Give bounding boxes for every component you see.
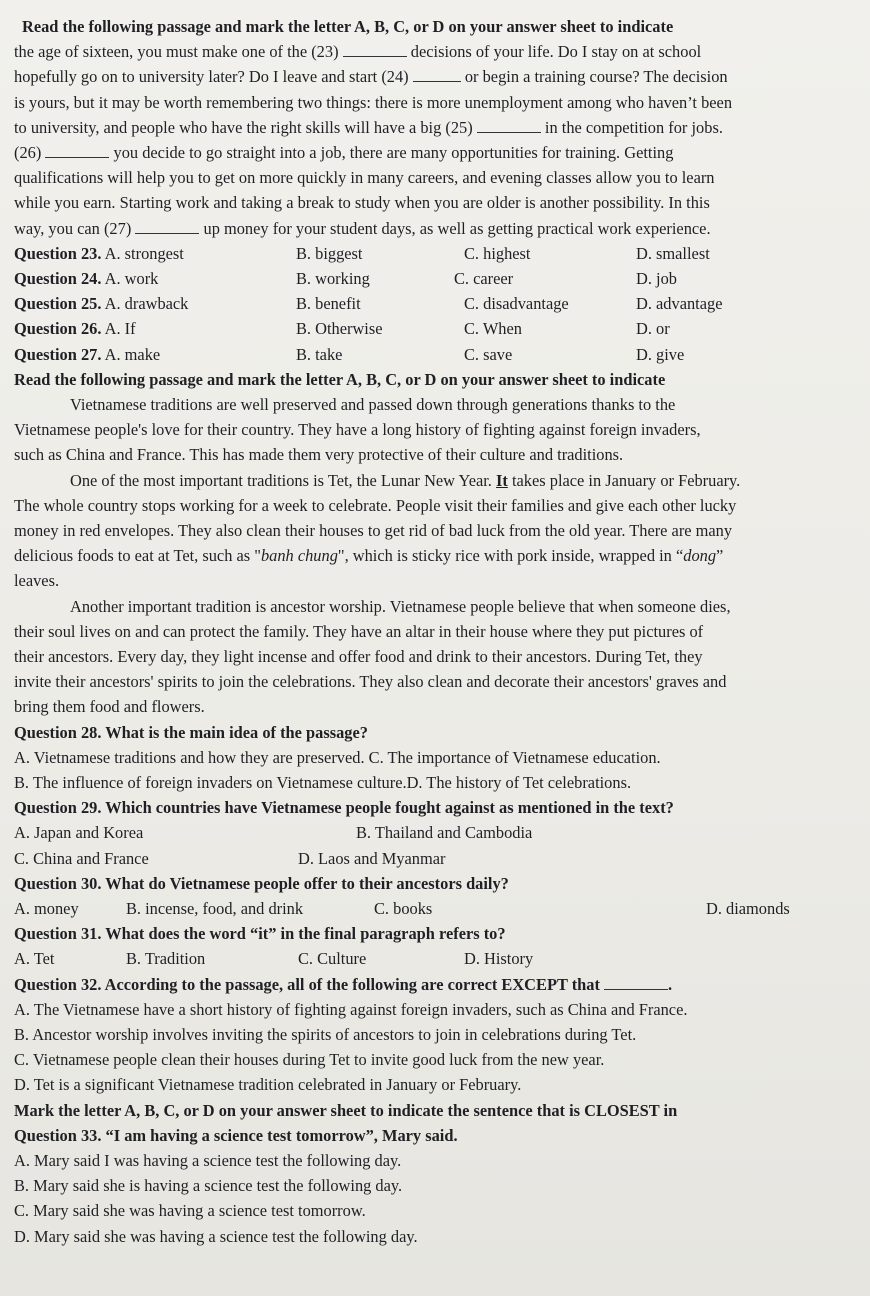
passage2-line: their soul lives on and can protect the family. They have an altar in their house where they put pictures of	[14, 621, 704, 641]
passage1-line: the age of sixteen, you must make one of the (23) decisions of your life. Do I stay on at school	[14, 42, 702, 62]
blank-27	[135, 219, 199, 234]
option-c[interactable]: C. Culture	[298, 949, 367, 969]
option-b[interactable]: B. Tradition	[126, 949, 206, 969]
option-a[interactable]: A. The Vietnamese have a short history of fighting against foreign invaders, such as China and France.	[14, 999, 688, 1019]
question-23: Question 23. A. strongest B. biggest C. highest D. smallest	[14, 241, 852, 266]
passage1-line: (26) you decide to go straight into a job, there are many opportunities for training. Getting	[14, 143, 674, 163]
passage2-line: Vietnamese traditions are well preserved and passed down through generations thanks to the	[70, 394, 676, 414]
option-d[interactable]: D. give	[636, 344, 685, 364]
question-25: Question 25. A. drawback B. benefit C. disadvantage D. advantage	[14, 291, 852, 316]
option-a[interactable]: A. money	[14, 899, 79, 918]
passage2-line: One of the most important traditions is Tet, the Lunar New Year. It takes place in January or February.	[70, 470, 741, 490]
part2-instruction: Read the following passage and mark the letter A, B, C, or D on your answer sheet to indicate	[14, 369, 666, 389]
option-d[interactable]: D. job	[636, 269, 677, 289]
option-a[interactable]: A. Japan and Korea	[14, 823, 144, 843]
option-a[interactable]: A. Tet	[14, 949, 55, 969]
option-b[interactable]: B. biggest	[296, 243, 363, 263]
option-c[interactable]: C. highest	[464, 243, 531, 263]
question-26: Question 26. A. If B. Otherwise C. When D. or	[14, 316, 852, 341]
question-29-stem: Question 29. Which countries have Vietnamese people fought against as mentioned in the text?	[14, 798, 674, 818]
option-d[interactable]: D. Mary said she was having a science test the following day.	[14, 1226, 418, 1246]
passage2-line: Vietnamese people's love for their country. They have a long history of fighting against foreign invaders,	[14, 420, 701, 440]
option-c[interactable]: C. Vietnamese people clean their houses during Tet to invite good luck from the new year.	[14, 1050, 605, 1070]
option-b[interactable]: B. incense, food, and drink	[126, 899, 304, 918]
passage1-line: way, you can (27) up money for your student days, as well as getting practical work experience.	[14, 218, 711, 238]
passage2-line: leaves.	[14, 571, 60, 591]
passage2-line: Another important tradition is ancestor worship. Vietnamese people believe that when someone dies,	[70, 596, 731, 616]
option-d[interactable]: D. advantage	[636, 294, 723, 314]
option-b[interactable]: B. Thailand and Cambodia	[356, 823, 533, 843]
option-c[interactable]: C. career	[454, 269, 514, 289]
option-d[interactable]: D. diamonds	[706, 899, 790, 918]
option-d[interactable]: D. Laos and Myanmar	[298, 848, 446, 868]
question-30-options	[14, 896, 852, 921]
blank-32	[604, 975, 668, 990]
option-d[interactable]: D. History	[464, 949, 534, 969]
blank-24	[413, 67, 461, 82]
passage2-line: such as China and France. This has made them very protective of their culture and traditions.	[14, 445, 624, 465]
blank-25	[477, 118, 541, 133]
option-b[interactable]: B. Ancestor worship involves inviting the spirits of ancestors to join in celebrations during Tet.	[14, 1024, 637, 1044]
passage2-line: bring them food and flowers.	[14, 697, 205, 717]
question-33-stem: Question 33. “I am having a science test tomorrow”, Mary said.	[14, 1125, 458, 1145]
blank-26	[45, 143, 109, 158]
part1-instruction: Read the following passage and mark the letter A, B, C, or D on your answer sheet to indicate	[22, 17, 674, 36]
question-31-options	[14, 946, 852, 971]
passage1-line: while you earn. Starting work and taking a break to study when you are older is another possibility. In this	[14, 193, 710, 213]
question-29-row2	[14, 846, 852, 871]
question-30-stem: Question 30. What do Vietnamese people offer to their ancestors daily?	[14, 873, 509, 893]
option-b[interactable]: B. Mary said she is having a science test the following day.	[14, 1176, 403, 1196]
question-28-stem: Question 28. What is the main idea of the passage?	[14, 722, 368, 742]
passage1-line: to university, and people who have the right skills will have a big (25) in the competition for jobs.	[14, 117, 723, 137]
question-29-row1	[14, 820, 852, 845]
passage2-line: invite their ancestors' spirits to join the celebrations. They also clean and decorate their ancestors' graves and	[14, 672, 727, 692]
part3-instruction: Mark the letter A, B, C, or D on your answer sheet to indicate the sentence that is CLOSEST in	[14, 1100, 678, 1120]
option-b[interactable]: B. benefit	[296, 294, 361, 314]
option-c[interactable]: C. disadvantage	[464, 294, 569, 314]
question-28-options[interactable]: A. Vietnamese traditions and how they are preserved. C. The importance of Vietnamese education.	[14, 747, 661, 767]
passage2-line: money in red envelopes. They also clean their houses to get rid of bad luck from the old year. There are many	[14, 520, 733, 540]
option-d[interactable]: D. or	[636, 319, 670, 339]
option-a[interactable]: A. Mary said I was having a science test the following day.	[14, 1151, 402, 1170]
question-27: Question 27. A. make B. take C. save D. give	[14, 342, 852, 367]
option-d[interactable]: D. smallest	[636, 243, 710, 263]
option-b[interactable]: B. take	[296, 344, 343, 364]
question-32-stem: Question 32. According to the passage, all of the following are correct EXCEPT that .	[14, 974, 673, 994]
passage2-line: their ancestors. Every day, they light incense and offer food and drink to their ancestors. During Tet, they	[14, 647, 703, 666]
question-28-options[interactable]: B. The influence of foreign invaders on Vietnamese culture.D. The history of Tet celebrations.	[14, 773, 632, 793]
passage1-line: hopefully go on to university later? Do I leave and start (24) or begin a training course? The decision	[14, 67, 728, 87]
option-c[interactable]: C. China and France	[14, 848, 149, 868]
question-24: Question 24. A. work B. working C. career D. job	[14, 266, 852, 291]
option-c[interactable]: C. Mary said she was having a science test tomorrow.	[14, 1201, 366, 1221]
option-b[interactable]: B. Otherwise	[296, 319, 383, 339]
underlined-it: It	[496, 470, 508, 490]
option-c[interactable]: C. save	[464, 344, 513, 364]
option-b[interactable]: B. working	[296, 269, 370, 289]
passage1-line: is yours, but it may be worth remembering two things: there is more unemployment among who haven’t been	[14, 92, 733, 112]
passage2-line: delicious foods to eat at Tet, such as "banh chung", which is sticky rice with pork inside, wrapped in “dong”	[14, 546, 724, 566]
blank-23	[343, 42, 407, 57]
option-c[interactable]: C. books	[374, 899, 433, 918]
passage2-line: The whole country stops working for a week to celebrate. People visit their families and give each other lucky	[14, 495, 737, 515]
passage1-line: qualifications will help you to get on more quickly in many careers, and evening classes allow you to learn	[14, 168, 715, 188]
option-d[interactable]: D. Tet is a significant Vietnamese tradition celebrated in January or February.	[14, 1075, 522, 1095]
option-c[interactable]: C. When	[464, 319, 522, 339]
question-31-stem: Question 31. What does the word “it” in the final paragraph refers to?	[14, 924, 506, 944]
